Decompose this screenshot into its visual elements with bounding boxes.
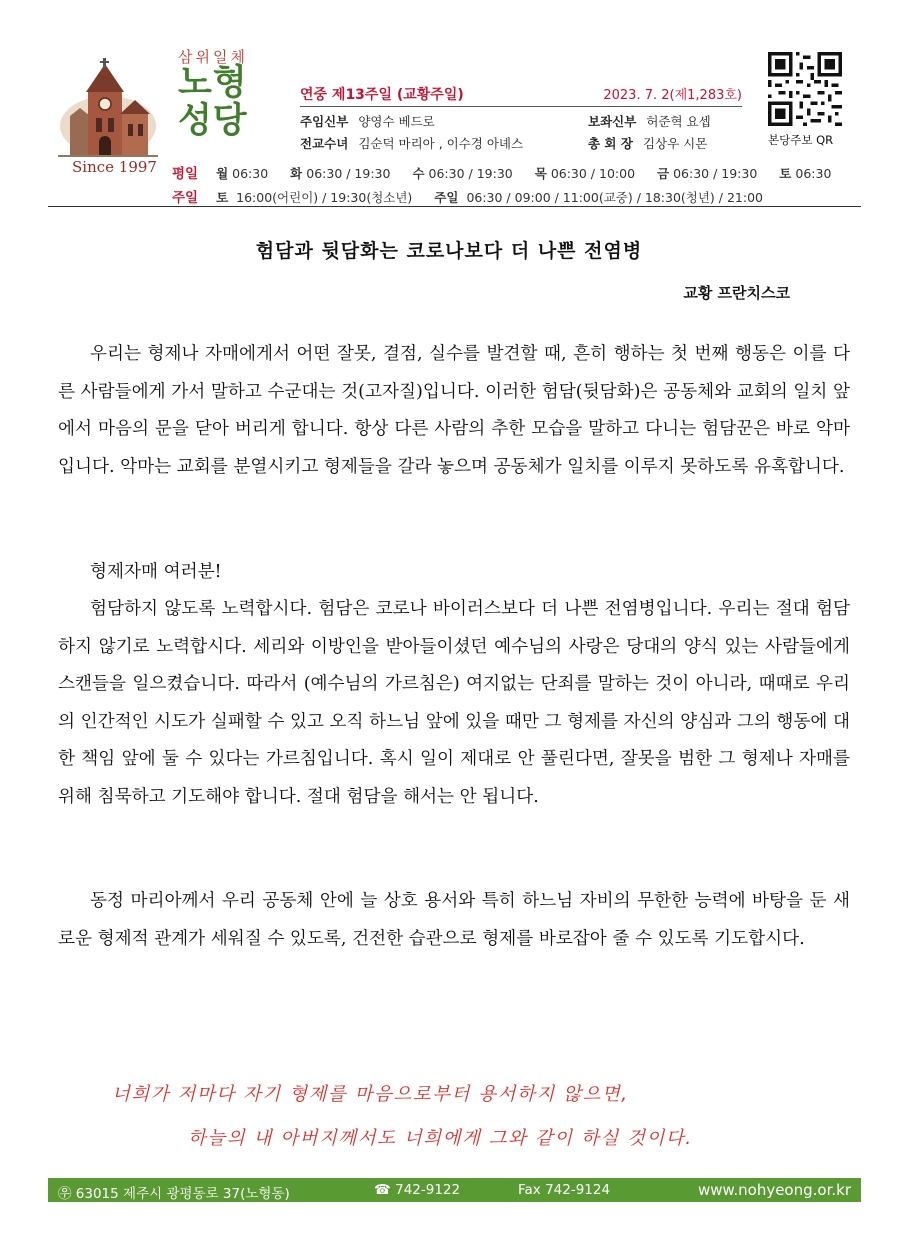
day-label: 화 bbox=[290, 166, 303, 181]
schedule-day-tue bbox=[290, 166, 390, 181]
header-divider bbox=[48, 206, 861, 207]
scripture-quote-line2: 하늘의 내 아버지께서도 너희에게 그와 같이 하실 것이다. bbox=[188, 1128, 693, 1149]
article-title: 험담과 뒷담화는 코로나보다 더 나쁜 전염병 bbox=[255, 240, 643, 262]
day-times: 06:30 / 19:30 bbox=[428, 166, 513, 181]
since-label: Since 1997 bbox=[72, 158, 157, 176]
footer-website-link[interactable]: www.nohyeong.or.kr bbox=[697, 1181, 851, 1199]
logo-trinity-text: 삼위일체 bbox=[178, 48, 248, 66]
saturday-vigil-label: 토 bbox=[216, 190, 229, 205]
bulletin-title-row bbox=[300, 84, 742, 107]
qr-caption: 본당주보 QR bbox=[768, 133, 834, 147]
day-label: 월 bbox=[216, 166, 229, 181]
sisters-line bbox=[300, 134, 523, 152]
article-paragraph-2 bbox=[58, 591, 850, 816]
paragraph-text: 험담하지 않도록 노력합시다. 험담은 코로나 바이러스보다 더 나쁜 전염병입니다. 우리는 절대 험담하지 않기로 노력합시다. 세리와 이방인을 받아들이셨던 예수님의 사랑은 당대의 양식 있는 사람들에게 스캔들을 일으켰습니다. 따라서 (예수님의 가르침은) 여지없는 단죄를 말하는 것이 아니라, 때때로 우리의 인간적인 시도가 실패할 수 있고 오직 하느님 앞에 있을 때만 그 형제를 자신의 양심과 그의 행동에 대한 책임 앞에 둘 수 있다는 가르침입니다. 혹시 일이 제대로 안 풀린다면, 잘못을 범한 그 형제나 자매를 위해 침묵하고 기도해야 합니다. 절대 험담을 해서는 안 됩니다. bbox=[58, 599, 850, 807]
sisters-label: 전교수녀 bbox=[300, 136, 349, 151]
qr-code-icon[interactable] bbox=[768, 52, 842, 126]
day-times: 06:30 bbox=[232, 166, 269, 181]
schedule-day-fri bbox=[657, 166, 757, 181]
sunday-day-label: 주일 bbox=[434, 190, 459, 205]
day-label: 토 bbox=[779, 166, 792, 181]
issue-date: 2023. 7. 2(제1,283호) bbox=[603, 88, 742, 103]
pastor-name: 양영수 베드로 bbox=[358, 114, 435, 129]
footer-bar bbox=[48, 1178, 861, 1202]
council-label: 총 회 장 bbox=[588, 136, 633, 151]
liturgical-week: 연중 제13주일 (교황주일) bbox=[300, 87, 464, 103]
logo-name-line1: 노형 bbox=[178, 63, 248, 103]
day-times: 06:30 / 19:30 bbox=[306, 166, 391, 181]
assistant-label: 보좌신부 bbox=[588, 114, 637, 129]
schedule-day-thu bbox=[535, 166, 635, 181]
day-label: 금 bbox=[657, 166, 670, 181]
logo-name-line2: 성당 bbox=[178, 101, 248, 141]
pastor-line bbox=[300, 112, 435, 130]
day-label: 목 bbox=[534, 166, 547, 181]
schedule-day-wed bbox=[412, 166, 512, 181]
paragraph-text: 형제자매 여러분! bbox=[90, 562, 222, 582]
council-line bbox=[588, 134, 707, 152]
article-author: 교황 프란치스코 bbox=[683, 284, 790, 302]
footer-phone: ☎ 742-9122 bbox=[374, 1182, 461, 1198]
assistant-line bbox=[588, 112, 711, 130]
paragraph-text: 동정 마리아께서 우리 공동체 안에 늘 상호 용서와 특히 하느님 자비의 무한한 능력에 바탕을 둔 새로운 형제적 관계가 세워질 수 있도록, 건전한 습관으로 형제를 바로잡아 줄 수 있도록 기도합시다. bbox=[58, 891, 850, 949]
parish-logo bbox=[178, 64, 268, 140]
day-times: 06:30 / 10:00 bbox=[550, 166, 636, 181]
sunday-label: 주일 bbox=[172, 190, 199, 206]
footer-fax: Fax 742-9124 bbox=[518, 1182, 611, 1198]
article-paragraph-3 bbox=[58, 883, 850, 958]
scripture-quote-line1: 너희가 저마다 자기 형제를 마음으로부터 용서하지 않으면, bbox=[112, 1084, 629, 1105]
weekday-label: 평일 bbox=[172, 166, 199, 182]
paragraph-text: 우리는 형제나 자매에게서 어떤 잘못, 결점, 실수를 발견할 때, 흔히 행하는 첫 번째 행동은 이를 다른 사람들에게 가서 말하고 수군대는 것(고자질)입니다. 이러한 험담(뒷담화)은 공동체와 교회의 일치 앞에서 마음의 문을 닫아 버리게 합니다. 항상 다른 사람의 추한 모습을 말하고 다니는 험담꾼은 바로 악마입니다. 악마는 교회를 분열시키고 형제들을 갈라 놓으며 공동체가 일치를 이루지 못하도록 유혹합니다. bbox=[58, 344, 850, 477]
schedule-day-sat bbox=[779, 166, 831, 181]
assistant-name: 허준혁 요셉 bbox=[646, 114, 711, 129]
sisters-names: 김순덕 마리아 , 이수경 아녜스 bbox=[358, 136, 524, 151]
schedule-day-mon bbox=[216, 166, 268, 181]
day-label: 수 bbox=[412, 166, 425, 181]
weekday-schedule bbox=[172, 162, 831, 182]
pastor-label: 주임신부 bbox=[300, 114, 349, 129]
church-illustration bbox=[58, 56, 158, 160]
sunday-times: 06:30 / 09:00 / 11:00(교중) / 18:30(청년) / 21:00 bbox=[466, 190, 763, 205]
council-name: 김상우 시몬 bbox=[642, 136, 708, 151]
sunday-schedule bbox=[172, 186, 763, 206]
footer-address: ㉾ 63015 제주시 광평동로 37(노형동) bbox=[58, 1186, 290, 1202]
article-paragraph-1 bbox=[58, 336, 850, 486]
saturday-vigil-times: 16:00(어린이) / 19:30(청소년) bbox=[236, 190, 413, 205]
day-times: 06:30 bbox=[795, 166, 832, 181]
day-times: 06:30 / 19:30 bbox=[673, 166, 758, 181]
article-greeting bbox=[58, 554, 850, 592]
